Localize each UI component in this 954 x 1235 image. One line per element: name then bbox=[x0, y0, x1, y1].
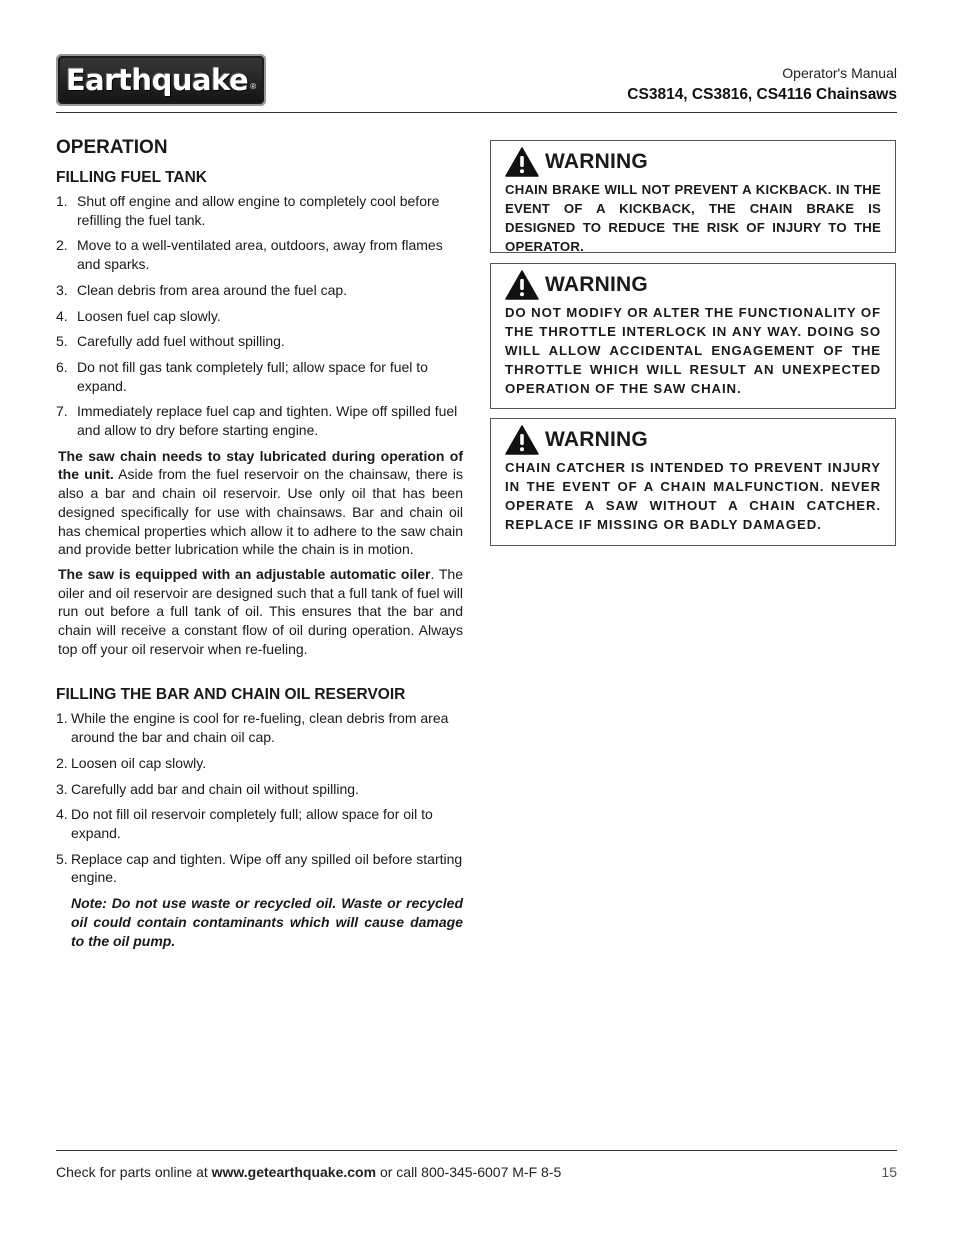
warning-title: WARNING bbox=[545, 273, 648, 296]
section-title: OPERATION bbox=[56, 137, 168, 158]
step-text: Carefully add bar and chain oil without spilling. bbox=[71, 780, 359, 797]
step-text: While the engine is cool for re-fueling, clean debris from area around the bar and chain oil cap. bbox=[71, 710, 449, 746]
step-text: Clean debris from area around the fuel cap. bbox=[77, 281, 348, 298]
step-text: Move to a well-ventilated area, outdoors, away from flames and sparks. bbox=[77, 237, 443, 273]
step-number: 3. bbox=[56, 780, 68, 797]
website-link[interactable]: www.getearthquake.com bbox=[211, 1164, 377, 1180]
warning-header bbox=[505, 425, 881, 455]
step-number: 2. bbox=[56, 237, 68, 254]
list-item bbox=[56, 709, 463, 746]
footer-suffix: or call 800-345-6007 M-F 8-5 bbox=[376, 1164, 562, 1180]
step-text: Immediately replace fuel cap and tighten. Wipe off spilled fuel and allow to dry before starting engine. bbox=[77, 403, 458, 439]
step-text: Carefully add fuel without spilling. bbox=[77, 333, 285, 350]
warning-text: CHAIN CATCHER IS INTENDED TO PREVENT INJURY IN THE EVENT OF A CHAIN MALFUNCTION. NEVER OPERATE A SAW WITHOUT A CHAIN CATCHER. REPLACE IF MISSING OR BADLY DAMAGED. bbox=[505, 460, 881, 532]
warning-text: DO NOT MODIFY OR ALTER THE FUNCTIONALITY OF THE THROTTLE INTERLOCK IN ANY WAY. DOING SO WILL ALLOW ACCIDENTAL ENGAGEMENT OF THE THROTTLE WHICH WILL RESULT AN UNEXPECTED OPERATION OF THE SAW CHAIN. bbox=[505, 305, 881, 396]
fuel-steps bbox=[56, 192, 463, 440]
step-number: 5. bbox=[56, 333, 68, 350]
oil-heading: FILLING THE BAR AND CHAIN OIL RESERVOIR bbox=[56, 686, 406, 704]
list-item bbox=[56, 402, 463, 439]
list-item bbox=[56, 358, 463, 395]
step-number: 4. bbox=[56, 307, 68, 324]
fuel-heading: FILLING FUEL TANK bbox=[56, 169, 207, 186]
step-number: 7. bbox=[56, 403, 68, 420]
oil-steps bbox=[56, 709, 463, 887]
warning-header bbox=[505, 147, 881, 177]
footer-divider bbox=[56, 1150, 897, 1151]
step-text: Do not fill gas tank completely full; allow space for fuel to expand. bbox=[77, 358, 428, 394]
footer-prefix: Check for parts online at bbox=[56, 1164, 212, 1180]
warning-text: CHAIN BRAKE WILL NOT PREVENT A KICKBACK. IN THE EVENT OF A KICKBACK, THE CHAIN BRAKE IS DESIGNED TO REDUCE THE RISK OF INJURY TO THE OPERATOR. bbox=[505, 182, 881, 254]
oiler-body: . The oiler and oil reservoir are designed such that a full tank of fuel will run out before a full tank of oil. This ensures that the bar and chain will receive a constant flow of oil during operation. Always top off your oil reservoir when re-fueling. bbox=[58, 565, 463, 657]
list-item bbox=[56, 780, 463, 799]
logo-registered-mark: ® bbox=[250, 81, 257, 91]
step-text: Loosen oil cap slowly. bbox=[71, 754, 207, 771]
lubrication-lead: The saw chain needs to stay lubricated during operation of the unit. bbox=[58, 447, 463, 483]
header-models: CS3814, CS3816, CS4116 Chainsaws bbox=[627, 86, 897, 103]
warning-title: WARNING bbox=[545, 150, 648, 173]
logo-text: Earthquake bbox=[65, 63, 249, 97]
warning-triangle-icon bbox=[505, 270, 539, 300]
step-text: Do not fill oil reservoir completely full; allow space for oil to expand. bbox=[71, 806, 433, 841]
list-item bbox=[56, 754, 463, 773]
header-divider bbox=[56, 112, 897, 113]
warning-triangle-icon bbox=[505, 425, 539, 455]
step-text: Replace cap and tighten. Wipe off any spilled oil before starting engine. bbox=[71, 850, 463, 886]
lubrication-paragraph bbox=[56, 447, 463, 559]
warning-triangle-icon bbox=[505, 147, 539, 177]
step-number: 4. bbox=[56, 806, 68, 823]
warning-header bbox=[505, 270, 881, 300]
step-text: Shut off engine and allow engine to completely cool before refilling the fuel tank. bbox=[77, 193, 440, 228]
list-item bbox=[56, 192, 463, 229]
list-item bbox=[56, 850, 463, 887]
list-item bbox=[56, 236, 463, 273]
left-column bbox=[56, 137, 463, 950]
step-number: 2. bbox=[56, 754, 68, 771]
step-number: 3. bbox=[56, 281, 68, 298]
brand-logo bbox=[56, 54, 266, 106]
step-number: 1. bbox=[56, 710, 68, 727]
list-item bbox=[56, 307, 463, 326]
spacer bbox=[56, 664, 463, 685]
list-item bbox=[56, 281, 463, 300]
oiler-lead: The saw is equipped with an adjustable automatic oiler bbox=[58, 565, 431, 582]
footer-text bbox=[56, 1164, 561, 1180]
oil-note: Note: Do not use waste or recycled oil. Waste or recycled oil could contain contaminants which will cause damage to the oil pump. bbox=[71, 895, 463, 949]
list-item bbox=[56, 805, 463, 842]
warning-title: WARNING bbox=[545, 428, 648, 451]
warning-box-chain-catcher bbox=[490, 418, 896, 546]
oiler-paragraph bbox=[56, 565, 463, 659]
page-number: 15 bbox=[881, 1164, 897, 1180]
lubrication-body: Aside from the fuel reservoir on the chainsaw, there is also a bar and chain oil reservoir. Use only oil that has been designed specifically for use with chainsaws. Bar and chain oil has chemical properties which allow it to adhere to the saw chain and provide better lubrication while the chain is in motion. bbox=[58, 466, 464, 558]
step-number: 1. bbox=[56, 193, 68, 209]
step-number: 6. bbox=[56, 358, 68, 375]
header-subtitle: Operator's Manual bbox=[782, 65, 897, 81]
warning-box-chain-brake bbox=[490, 140, 896, 253]
warning-box-throttle-interlock bbox=[490, 263, 896, 409]
step-number: 5. bbox=[56, 850, 68, 867]
list-item bbox=[56, 332, 463, 351]
step-text: Loosen fuel cap slowly. bbox=[77, 307, 221, 324]
